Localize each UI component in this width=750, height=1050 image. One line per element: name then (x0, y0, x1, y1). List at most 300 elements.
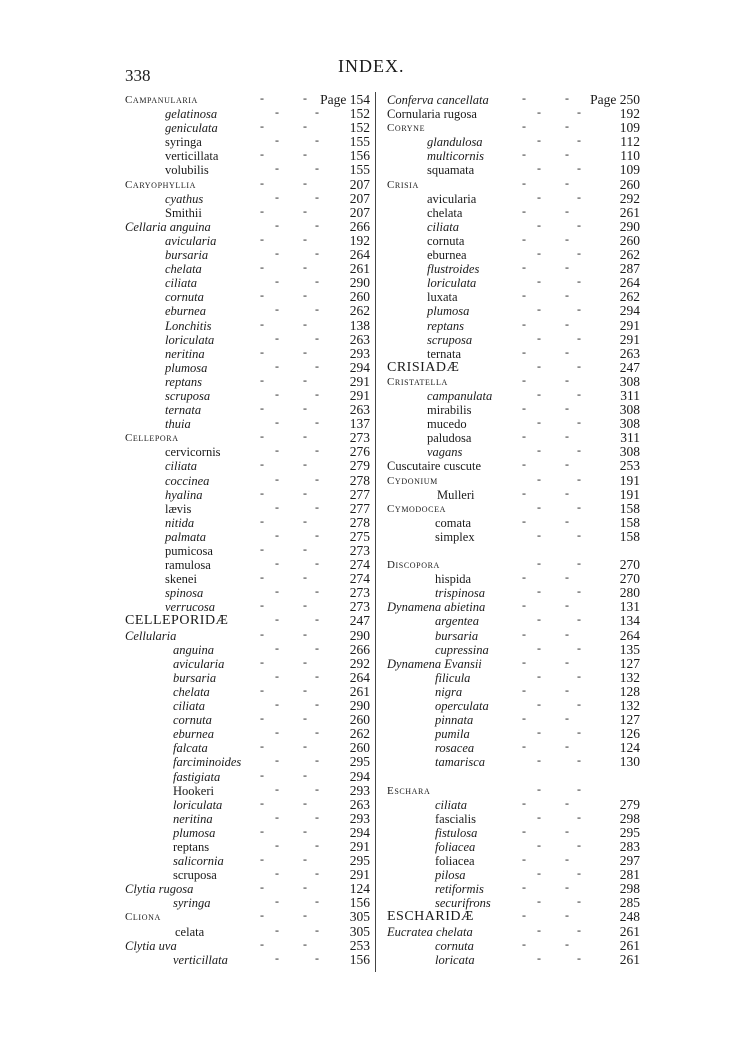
index-entry (125, 262, 370, 276)
entry-term: Smithii (165, 205, 202, 220)
leader-dash: - (565, 372, 569, 387)
leader-dash: - (537, 753, 541, 768)
index-column-left (125, 93, 370, 967)
index-entry (125, 910, 370, 924)
leader-dash: - (522, 795, 526, 810)
index-entry (125, 767, 370, 784)
entry-term: fascialis (435, 811, 476, 826)
entry-term: ternata (427, 346, 462, 361)
index-entry (387, 248, 640, 262)
leader-dash: - (522, 598, 526, 613)
entry-page-number: 131 (619, 599, 640, 615)
entry-term: salicornia (173, 854, 224, 869)
entry-term: loricata (435, 952, 475, 967)
leader-dash: - (565, 429, 569, 444)
leader-dash: - (522, 260, 526, 275)
index-entry (387, 403, 640, 417)
entry-term: bursaria (165, 248, 209, 263)
entry-term: falcata (173, 741, 208, 756)
entry-page-number: 275 (349, 528, 370, 544)
entry-page-number: 264 (619, 627, 640, 643)
leader-dash: - (565, 231, 569, 246)
leader-dash: - (260, 288, 264, 303)
leader-dash: - (522, 372, 526, 387)
leader-dash: - (537, 386, 541, 401)
index-entry (387, 330, 640, 347)
leader-dash: - (537, 443, 541, 458)
entry-page-number: 248 (619, 909, 640, 925)
entry-term: skenei (165, 572, 197, 587)
entry-term: Cliona (125, 911, 161, 924)
leader-dash: - (577, 922, 581, 937)
leader-dash: - (260, 598, 264, 613)
entry-page-number: 277 (349, 500, 370, 516)
leader-dash: - (275, 330, 279, 345)
entry-term: argentea (435, 614, 479, 629)
leader-dash: - (522, 119, 526, 134)
entry-page-number: 293 (349, 345, 370, 361)
entry-term: scruposa (165, 388, 211, 403)
leader-dash: - (260, 260, 264, 275)
leader-dash: - (577, 894, 581, 909)
index-entry (387, 189, 640, 206)
leader-dash: - (275, 668, 279, 683)
leader-dash: - (303, 513, 307, 528)
entry-term: Cristatella (387, 375, 448, 388)
index-entry (387, 304, 640, 318)
leader-dash: - (260, 175, 264, 190)
leader-dash: - (522, 654, 526, 669)
index-entry (387, 854, 640, 868)
entry-page-number: 291 (349, 373, 370, 389)
leader-dash: - (565, 682, 569, 697)
entry-page-number: 260 (619, 232, 640, 248)
entry-term: Mulleri (437, 487, 475, 502)
leader-dash: - (303, 457, 307, 472)
index-entry (387, 741, 640, 755)
leader-dash: - (522, 203, 526, 218)
entry-page-number: 124 (349, 881, 370, 897)
entry-page-number: 192 (349, 232, 370, 248)
entry-page-number: 279 (619, 796, 640, 812)
entry-page-number: 260 (619, 176, 640, 192)
entry-term: ciliata (427, 219, 459, 234)
index-entry (387, 922, 640, 939)
leader-dash: - (303, 231, 307, 246)
index-entry (387, 107, 640, 121)
index-entry (125, 544, 370, 558)
entry-term: cyathus (165, 191, 204, 206)
leader-dash: - (577, 443, 581, 458)
index-entry (387, 121, 640, 135)
index-entry (387, 135, 640, 149)
entry-page-number: 281 (619, 867, 640, 883)
leader-dash: - (522, 908, 526, 923)
entry-term: syringa (173, 896, 211, 911)
entry-term: filicula (435, 670, 471, 685)
entry-term: ramulosa (165, 558, 211, 573)
entry-page-number: 263 (349, 402, 370, 418)
leader-dash: - (315, 894, 319, 909)
index-entry (125, 654, 370, 671)
leader-dash: - (275, 274, 279, 289)
index-entry (125, 189, 370, 206)
leader-dash: - (275, 189, 279, 204)
leader-dash: - (537, 133, 541, 148)
leader-dash: - (275, 133, 279, 148)
entry-page-number: 290 (349, 698, 370, 714)
entry-page-number: 273 (349, 430, 370, 446)
entry-page-number: 308 (619, 416, 640, 432)
leader-dash: - (565, 175, 569, 190)
index-entry (387, 417, 640, 431)
entry-term: trispinosa (435, 586, 486, 601)
entry-page-number: 291 (349, 387, 370, 403)
leader-dash: - (522, 570, 526, 585)
entry-term: hyalina (165, 487, 203, 502)
leader-dash: - (577, 527, 581, 542)
leader-dash: - (303, 260, 307, 275)
entry-term: verticillata (173, 952, 228, 967)
entry-term: chelata (165, 262, 202, 277)
entry-page-number: 263 (619, 345, 640, 361)
index-entry (387, 910, 640, 924)
index-entry (125, 896, 370, 910)
index-entry (125, 668, 370, 685)
entry-page-number: 305 (349, 923, 370, 939)
leader-dash: - (537, 612, 541, 627)
leader-dash: - (315, 837, 319, 852)
leader-dash: - (315, 809, 319, 824)
entry-page-number: 273 (349, 599, 370, 615)
entry-page-number: 127 (619, 712, 640, 728)
leader-dash: - (537, 725, 541, 740)
leader-dash: - (577, 217, 581, 232)
leader-dash: - (522, 739, 526, 754)
entry-page-number: 191 (619, 486, 640, 502)
leader-dash: - (315, 584, 319, 599)
leader-dash: - (537, 809, 541, 824)
index-entry (387, 203, 640, 220)
entry-page-number: 158 (619, 528, 640, 544)
index-entry (125, 586, 370, 600)
index-entry (387, 781, 640, 798)
entry-term: volubilis (165, 163, 209, 178)
leader-dash: - (537, 668, 541, 683)
leader-dash: - (303, 936, 307, 951)
entry-page-number: 273 (349, 543, 370, 558)
leader-dash: - (577, 386, 581, 401)
leader-dash: - (565, 119, 569, 134)
entry-term: plumosa (427, 304, 470, 319)
entry-page-number: 290 (619, 218, 640, 234)
leader-dash: - (315, 753, 319, 768)
leader-dash: - (565, 880, 569, 895)
entry-term: avicularia (173, 656, 225, 671)
leader-dash: - (315, 246, 319, 261)
entry-term: avicularia (427, 191, 477, 206)
index-entry (387, 868, 640, 882)
leader-dash: - (315, 866, 319, 881)
leader-dash: - (303, 711, 307, 726)
index-entry (125, 485, 370, 502)
entry-page-number: 138 (349, 317, 370, 333)
leader-dash: - (275, 386, 279, 401)
leader-dash: - (522, 175, 526, 190)
leader-dash: - (303, 401, 307, 416)
leader-dash: - (275, 837, 279, 852)
entry-page-number: 207 (349, 204, 370, 220)
entry-term: foliacea (435, 854, 475, 869)
index-entry (387, 755, 640, 769)
index-entry (387, 527, 640, 544)
index-entry (125, 135, 370, 149)
entry-page-number: 292 (619, 190, 640, 206)
leader-dash: - (260, 316, 264, 331)
entry-page-number: 261 (619, 937, 640, 953)
index-entry (125, 882, 370, 896)
leader-dash: - (522, 231, 526, 246)
entry-term: scruposa (173, 868, 217, 883)
leader-dash: - (537, 189, 541, 204)
leader-dash: - (260, 401, 264, 416)
leader-dash: - (577, 725, 581, 740)
entry-page-number: 291 (619, 331, 640, 347)
entry-page-number: 109 (619, 120, 640, 136)
entry-term: operculata (435, 699, 489, 714)
entry-term: fastigiata (173, 769, 221, 784)
leader-dash: - (522, 401, 526, 416)
leader-dash: - (577, 415, 581, 430)
leader-dash: - (303, 598, 307, 613)
index-entry (125, 290, 370, 304)
leader-dash: - (565, 203, 569, 218)
leader-dash: - (275, 556, 279, 571)
entry-page-number: 294 (349, 824, 370, 840)
leader-dash: - (565, 795, 569, 810)
leader-dash: - (565, 711, 569, 726)
leader-dash: - (577, 471, 581, 486)
leader-dash: - (303, 147, 307, 162)
entry-page-number: 291 (619, 317, 640, 333)
leader-dash: - (260, 91, 264, 105)
leader-dash: - (315, 922, 319, 937)
entry-page-number: 253 (619, 458, 640, 474)
entry-page-number: 262 (619, 289, 640, 305)
leader-dash: - (303, 203, 307, 218)
entry-page-number: 260 (349, 740, 370, 756)
leader-dash: - (303, 739, 307, 754)
entry-page-number: 270 (619, 571, 640, 587)
leader-dash: - (522, 316, 526, 331)
leader-dash: - (303, 654, 307, 669)
leader-dash: - (275, 725, 279, 740)
entry-page-number: 264 (349, 247, 370, 263)
entry-term: rosacea (435, 741, 475, 756)
leader-dash: - (275, 781, 279, 796)
index-entry (125, 163, 370, 177)
leader-dash: - (565, 823, 569, 838)
leader-dash: - (275, 105, 279, 120)
leader-dash: - (537, 527, 541, 542)
leader-dash: - (275, 499, 279, 514)
leader-dash: - (577, 809, 581, 824)
index-entry (387, 316, 640, 333)
leader-dash: - (303, 344, 307, 359)
entry-page-number: 135 (619, 641, 640, 657)
leader-dash: - (577, 330, 581, 345)
leader-dash: - (577, 697, 581, 712)
leader-dash: - (275, 246, 279, 261)
entry-page-number: 295 (349, 754, 370, 770)
leader-dash: - (537, 274, 541, 289)
entry-term: flustroides (427, 262, 480, 277)
leader-dash: - (577, 133, 581, 148)
leader-dash: - (522, 880, 526, 895)
entry-term: Clytia uva (125, 938, 177, 953)
leader-dash: - (537, 922, 541, 937)
index-entry (387, 149, 640, 163)
index-entry (387, 558, 640, 572)
entry-term: bursaria (435, 628, 479, 643)
index-entry (387, 231, 640, 248)
leader-dash: - (315, 217, 319, 232)
entry-page-number: 274 (349, 557, 370, 573)
leader-dash: - (260, 542, 264, 556)
leader-dash: - (577, 837, 581, 852)
leader-dash: - (537, 950, 541, 965)
entry-term: eburnea (427, 248, 467, 263)
entry-page-number: 293 (349, 810, 370, 826)
entry-term: nigra (435, 684, 463, 699)
index-entry (125, 600, 370, 614)
index-entry (125, 572, 370, 586)
leader-dash: - (303, 429, 307, 444)
leader-dash: - (565, 288, 569, 303)
index-entry (387, 600, 640, 614)
entry-term: glandulosa (427, 135, 483, 150)
leader-dash: - (315, 302, 319, 317)
entry-page-number: 262 (619, 247, 640, 263)
entry-term: cornuta (173, 713, 212, 728)
entry-term: Dynamena Evansii (387, 656, 482, 671)
entry-term: Clytia rugosa (125, 882, 194, 897)
entry-page-number: 294 (349, 359, 370, 375)
entry-term: nitida (165, 515, 195, 530)
leader-dash: - (315, 471, 319, 486)
entry-page-number: 264 (619, 275, 640, 291)
index-entry (125, 358, 370, 375)
index-entry (125, 403, 370, 417)
entry-term: Cuscutaire cuscute (387, 459, 482, 474)
entry-term: Dynamena abietina (387, 600, 486, 615)
leader-dash: - (577, 302, 581, 317)
leader-dash: - (303, 542, 307, 556)
index-entry (387, 431, 640, 445)
entry-term: Coryne (387, 122, 426, 135)
leader-dash: - (315, 697, 319, 712)
entry-page-number: 283 (619, 838, 640, 854)
entry-term: chelata (427, 205, 463, 220)
leader-dash: - (315, 274, 319, 289)
leader-dash: - (315, 556, 319, 571)
index-entry (125, 640, 370, 657)
leader-dash: - (303, 823, 307, 838)
leader-dash: - (537, 358, 541, 373)
entry-page-number: 308 (619, 402, 640, 418)
leader-dash: - (260, 147, 264, 162)
leader-dash: - (577, 189, 581, 204)
index-entry (125, 417, 370, 431)
leader-dash: - (275, 866, 279, 881)
leader-dash: - (315, 781, 319, 796)
entry-term: CELLEPORIDÆ (125, 613, 229, 629)
leader-dash: - (303, 119, 307, 134)
leader-dash: - (537, 499, 541, 514)
index-entry (387, 163, 640, 177)
entry-page-number: 124 (619, 740, 640, 756)
leader-dash: - (522, 626, 526, 641)
index-entry (125, 459, 370, 473)
leader-dash: - (303, 175, 307, 190)
entry-page-number: 311 (620, 430, 640, 446)
leader-dash: - (303, 372, 307, 387)
leader-dash: - (577, 274, 581, 289)
leader-dash: - (315, 189, 319, 204)
entry-term: reptans (173, 839, 210, 854)
index-entry (125, 276, 370, 290)
entry-term: palmata (165, 529, 206, 544)
entry-term: gelatinosa (165, 107, 218, 122)
leader-dash: - (522, 852, 526, 867)
leader-dash: - (260, 711, 264, 726)
leader-dash: - (565, 147, 569, 162)
leader-dash: - (565, 485, 569, 500)
leader-dash: - (537, 415, 541, 430)
entry-page-number: 298 (619, 810, 640, 826)
index-entry (125, 781, 370, 798)
entry-term: lævis (165, 501, 192, 516)
leader-dash: - (315, 330, 319, 345)
entry-page-number: 155 (349, 162, 370, 178)
entry-page-number: 253 (349, 937, 370, 953)
entry-page-number: 308 (619, 373, 640, 389)
leader-dash: - (537, 217, 541, 232)
index-entry (125, 217, 370, 234)
entry-page-number: 295 (349, 853, 370, 869)
index-entry (125, 727, 370, 741)
leader-dash: - (315, 358, 319, 373)
leader-dash: - (577, 584, 581, 599)
entry-term: avicularia (165, 233, 217, 248)
leader-dash: - (577, 246, 581, 261)
leader-dash: - (565, 598, 569, 613)
leader-dash: - (537, 161, 541, 176)
entry-term: Cellepora (125, 432, 179, 445)
index-entry (125, 868, 370, 882)
entry-term: securifrons (435, 896, 491, 911)
leader-dash: - (537, 781, 541, 796)
index-entry (125, 175, 370, 192)
leader-dash: - (565, 908, 569, 923)
leader-dash: - (537, 246, 541, 261)
leader-dash: - (522, 513, 526, 528)
entry-term: Conferva cancellata (387, 93, 489, 107)
entry-term: cornuta (427, 233, 465, 248)
leader-dash: - (303, 626, 307, 641)
leader-dash: - (565, 570, 569, 585)
entry-term: Campanularia (125, 94, 198, 106)
